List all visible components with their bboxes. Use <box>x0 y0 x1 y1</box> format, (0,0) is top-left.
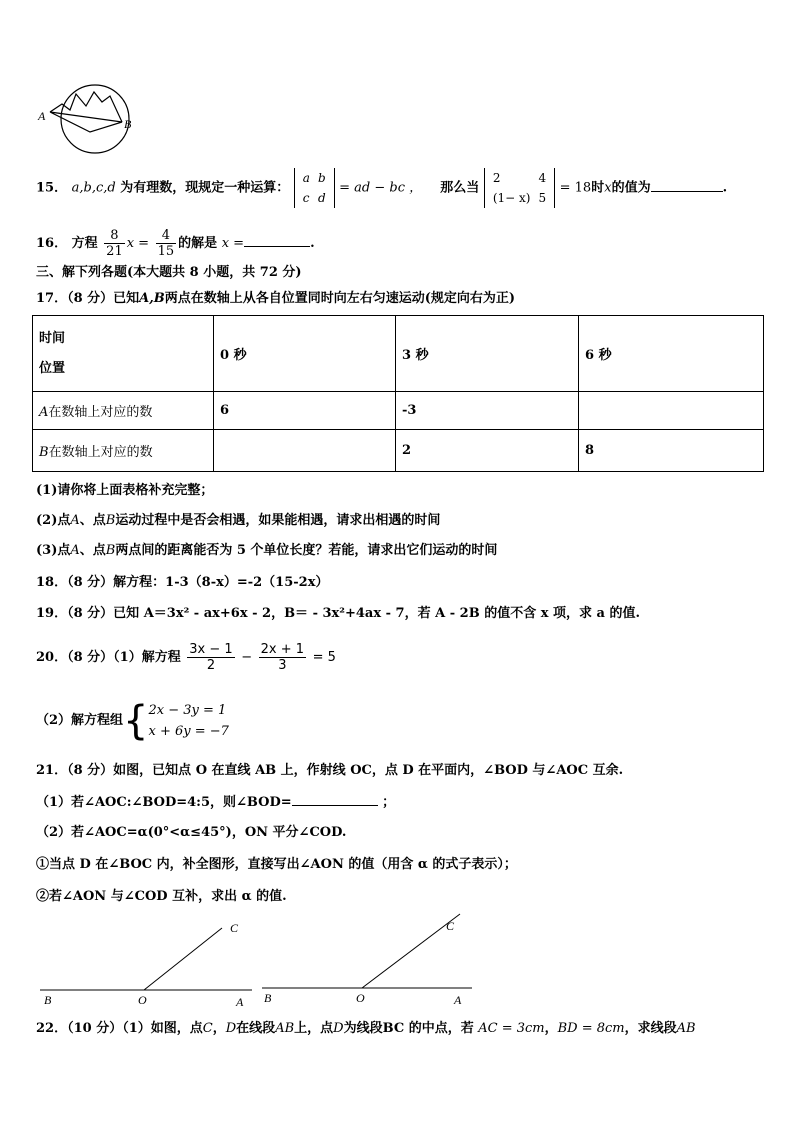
question-20-part2: （2）解方程组{ 2x − 3y = 1 x + 6y = −7 <box>36 698 229 744</box>
figure-label-a: A <box>38 109 46 123</box>
angle-figure-right <box>258 910 478 1006</box>
circle-figure <box>36 82 146 156</box>
answer-blank-16[interactable] <box>244 234 310 247</box>
fraction-2x-1: $\frac{2x + 1}{3}$ <box>260 642 305 673</box>
question-15: 15． a,b,c,d 为有理数，现规定一种运算： a b c d = ad − bc ， 那么当 2 4 (1− x) 5 = 18时x的值为 . <box>36 168 727 208</box>
label-c-right: C <box>446 919 455 933</box>
question-20-part1: 20．（8 分）（1）解方程 $\frac{3x - 1}{2}$ − $\frac{2x + 1}{3}$ = 5 <box>36 642 336 673</box>
table-a-0s: 6 <box>214 392 396 430</box>
label-b-right: B <box>264 991 272 1005</box>
figure-label-b: B <box>124 117 132 131</box>
question-17: 17．（8 分）已知A,B两点在数轴上从各自位置同时向左右匀速运动(规定向右为正) <box>36 291 516 306</box>
label-b-left: B <box>44 993 52 1006</box>
table-row-a-label: A在数轴上对应的数 <box>33 392 214 430</box>
q17-part1: (1)请你将上面表格补充完整； <box>36 483 214 498</box>
label-c-left: C <box>230 921 239 935</box>
section-3-heading: 三、解下列各题(本大题共 8 小题，共 72 分) <box>36 265 302 280</box>
fraction-8-21: $\frac{8}{21}$ <box>106 228 123 259</box>
question-22: 22．（10 分）（1）如图，点C，D在线段AB上，点D为线段BC 的中点，若 AC = 3cm，BD = 8cm，求线段AB <box>36 1021 696 1036</box>
q21-part1: （1）若∠AOC:∠BOD=4:5，则∠BOD= ； <box>36 795 396 810</box>
equation-system: 2x − 3y = 1 x + 6y = −7 <box>148 703 229 739</box>
determinant-2: 2 4 (1− x) 5 <box>484 168 555 208</box>
table-b-0s[interactable] <box>214 430 396 472</box>
answer-blank-21[interactable] <box>292 793 378 806</box>
table-a-3s: -3 <box>396 392 579 430</box>
question-21: 21．（8 分）如图，已知点 O 在直线 AB 上，作射线 OC，点 D 在平面内，∠BOD 与∠AOC 互余. <box>36 763 624 778</box>
table-b-3s: 2 <box>396 430 579 472</box>
table-header-3s: 3 秒 <box>396 316 579 392</box>
question-18: 18．（8 分）解方程：1-3（8-x）=-2（15-2x） <box>36 575 329 590</box>
label-o-right: O <box>356 991 365 1005</box>
system-brace: { <box>123 698 149 744</box>
determinant-1: a b c d <box>294 168 335 208</box>
angle-figure-left <box>36 914 258 1006</box>
fraction-4-15: $\frac{4}{15}$ <box>157 228 175 259</box>
table-header-6s: 6 秒 <box>579 316 764 392</box>
q21-case2: ②若∠AON 与∠COD 互补，求出 α 的值. <box>36 889 287 904</box>
table-header-0s: 0 秒 <box>214 316 396 392</box>
table-row-b-label: B在数轴上对应的数 <box>33 430 214 472</box>
question-16: 16． 方程 $\frac{8}{21}$ x = $\frac{4}{15}$ 的解是 x = . <box>36 228 315 259</box>
table-a-6s[interactable] <box>579 392 764 430</box>
table-b-6s: 8 <box>579 430 764 472</box>
q17-part2: (2)点A、点B运动过程中是否会相遇，如果能相遇，请求出相遇的时间 <box>36 513 441 528</box>
fraction-3x-1: $\frac{3x - 1}{2}$ <box>189 642 233 673</box>
question-19: 19．（8 分）已知 A＝3x² - ax+6x - 2，B＝ - 3x²+4ax - 7，若 A - 2B 的值不含 x 项，求 a 的值. <box>36 606 641 621</box>
label-o-left: O <box>138 993 147 1006</box>
label-a-right: A <box>454 993 462 1006</box>
q21-case1: ①当点 D 在∠BOC 内，补全图形，直接写出∠AON 的值（用含 α 的式子表示）； <box>36 857 517 872</box>
answer-blank-15[interactable] <box>651 179 723 192</box>
q21-part2: （2）若∠AOC=α(0°<α≤45°)，ON 平分∠COD. <box>36 825 347 840</box>
table-corner-cell: 时间 位置 <box>33 316 214 392</box>
q17-part3: (3)点A、点B两点间的距离能否为 5 个单位长度？若能，请求出它们运动的时间 <box>36 543 498 558</box>
label-a-left: A <box>236 995 244 1006</box>
motion-table <box>32 315 764 472</box>
